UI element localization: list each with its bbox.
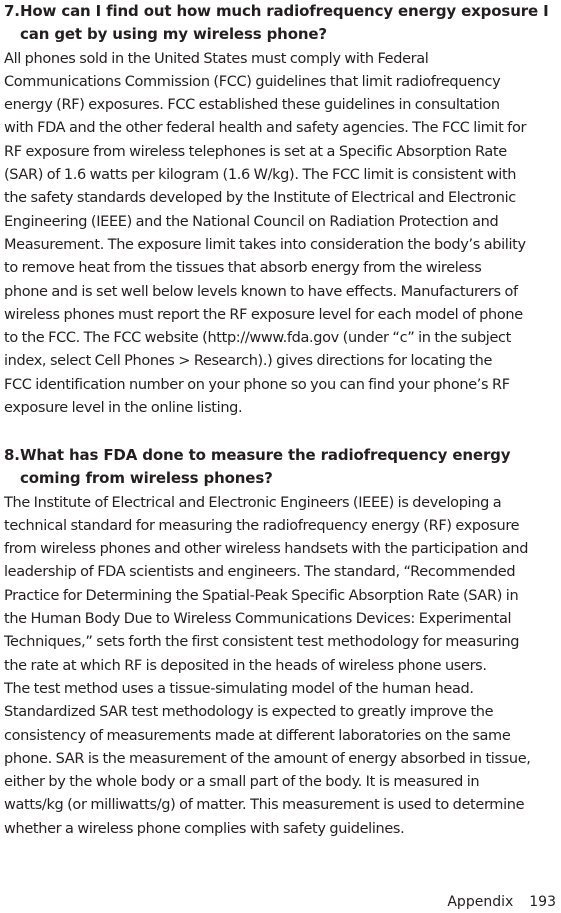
answer-line: All phones sold in the United States must comply with Federal xyxy=(4,50,429,67)
answer-line: (SAR) of 1.6 watts per kilogram (1.6 W/kg). The FCC limit is consistent with xyxy=(4,167,517,184)
answer-line: leadership of FDA scientists and engineers. The standard, “Recommended xyxy=(4,564,516,581)
question-number: 7. xyxy=(4,2,20,20)
faq-section-7 xyxy=(4,0,560,420)
answer-line: either by the whole body or a small part of the body. It is measured in xyxy=(4,774,480,791)
answer-line: index, select Cell Phones > Research).) gives directions for locating the xyxy=(4,353,493,370)
answer-line: Communications Commission (FCC) guidelines that limit radiofrequency xyxy=(4,73,501,90)
question-text: What has FDA done to measure the radiofrequency energy coming from wireless phones? xyxy=(20,446,511,488)
answer-line: RF exposure from wireless telephones is set at a Specific Absorption Rate xyxy=(4,143,507,160)
answer-line: the safety standards developed by the Institute of Electrical and Electronic xyxy=(4,190,516,207)
answer-line: whether a wireless phone complies with safety guidelines. xyxy=(4,820,405,837)
answer-line: from wireless phones and other wireless handsets with the participation and xyxy=(4,541,529,558)
faq-question-7 xyxy=(4,0,560,47)
answer-line: watts/kg (or milliwatts/g) of matter. This measurement is used to determine xyxy=(4,797,525,814)
faq-question-8 xyxy=(4,444,560,491)
answer-line: exposure level in the online listing. xyxy=(4,400,243,417)
answer-line: The test method uses a tissue-simulating model of the human head. xyxy=(4,680,474,697)
answer-line: with FDA and the other federal health and safety agencies. The FCC limit for xyxy=(4,120,527,137)
answer-line: Techniques,” sets forth the first consistent test methodology for measuring xyxy=(4,634,520,651)
page-number: 193 xyxy=(529,894,556,910)
answer-line: Measurement. The exposure limit takes into consideration the body’s ability xyxy=(4,236,526,253)
answer-line: phone. SAR is the measurement of the amount of energy absorbed in tissue, xyxy=(4,750,531,767)
question-number: 8. xyxy=(4,446,20,464)
faq-answer-7 xyxy=(4,48,560,421)
answer-line: FCC identification number on your phone so you can find your phone’s RF xyxy=(4,376,510,393)
faq-answer-8 xyxy=(4,492,560,841)
answer-line: consistency of measurements made at different laboratories on the same xyxy=(4,727,511,744)
answer-line: wireless phones must report the RF exposure level for each model of phone xyxy=(4,306,523,323)
answer-line: to the FCC. The FCC website (http://www.fda.gov (under “c” in the subject xyxy=(4,330,512,347)
answer-line: the Human Body Due to Wireless Communications Devices: Experimental xyxy=(4,611,512,628)
answer-line: the rate at which RF is deposited in the heads of wireless phone users. xyxy=(4,657,487,674)
answer-line: Engineering (IEEE) and the National Council on Radiation Protection and xyxy=(4,213,499,230)
answer-line: phone and is set well below levels known to have effects. Manufacturers of xyxy=(4,283,518,300)
question-text: How can I find out how much radiofrequency energy exposure I can get by using my wireless phone? xyxy=(20,2,549,44)
answer-line: The Institute of Electrical and Electronic Engineers (IEEE) is developing a xyxy=(4,494,502,511)
answer-line: Standardized SAR test methodology is expected to greatly improve the xyxy=(4,704,494,721)
answer-line: to remove heat from the tissues that absorb energy from the wireless xyxy=(4,260,482,277)
answer-line: energy (RF) exposures. FCC established these guidelines in consultation xyxy=(4,97,500,114)
faq-section-8 xyxy=(4,444,560,841)
answer-line: technical standard for measuring the radiofrequency energy (RF) exposure xyxy=(4,517,520,534)
page-footer xyxy=(447,893,556,911)
answer-line: Practice for Determining the Spatial-Peak Specific Absorption Rate (SAR) in xyxy=(4,587,519,604)
footer-section-label: Appendix xyxy=(447,894,514,910)
